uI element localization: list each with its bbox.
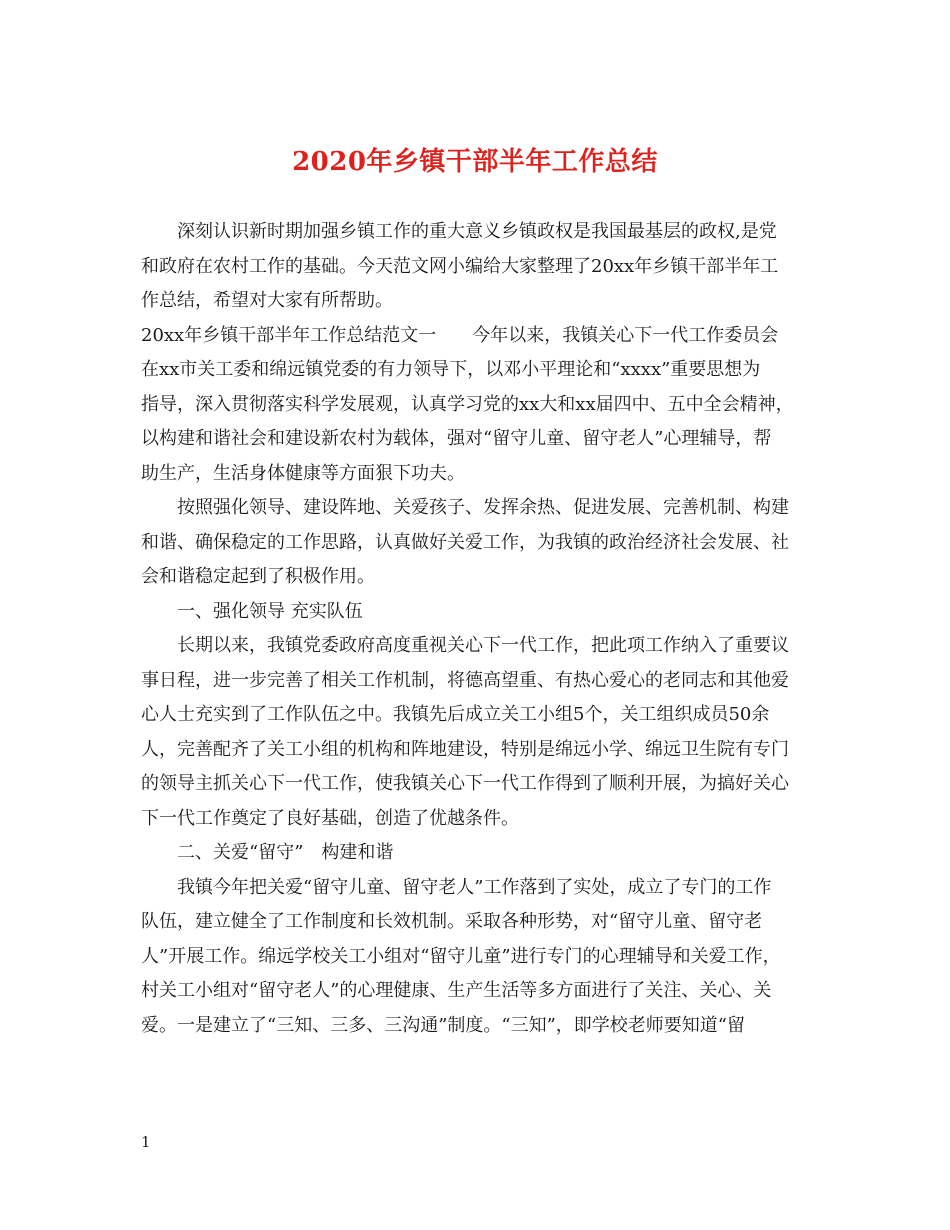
document-title: 2020年乡镇干部半年工作总结 xyxy=(292,147,658,177)
body-text-line: 村关工小组对“留守老人”的心理健康、生产生活等多方面进行了关注、关心、关 xyxy=(141,980,772,1001)
body-text-line: 我镇今年把关爱“留守儿童、留守老人”工作落到了实处，成立了专门的工作 xyxy=(177,876,772,898)
body-text-line: 和谐、确保稳定的工作思路，认真做好关爱工作，为我镇的政治经济社会发展、社 xyxy=(141,531,789,553)
body-text-line: 在xx市关工委和绵远镇党委的有力领导下，以邓小平理论和“xxxx”重要思想为 xyxy=(141,359,761,380)
body-text-line: 按照强化领导、建设阵地、关爱孩子、发挥余热、促进发展、完善机制、构建 xyxy=(177,497,789,518)
body-text-line: 长期以来，我镇党委政府高度重视关心下一代工作，把此项工作纳入了重要议 xyxy=(177,635,789,656)
body-text-line: 和政府在农村工作的基础。今天范文网小编给大家整理了20xx年乡镇干部半年工 xyxy=(141,255,779,277)
body-text-line: 以构建和谐社会和建设新农村为载体，强对“留守儿童、留守老人”心理辅导，帮 xyxy=(141,428,772,449)
body-text-line: 事日程，进一步完善了相关工作机制，将德高望重、有热心爱心的老同志和其他爱 xyxy=(141,669,789,691)
body-text-line: 一、强化领导 充实队伍 xyxy=(177,600,363,622)
document-body xyxy=(141,215,809,1043)
body-text-line: 人”开展工作。绵远学校关工小组对“留守儿童”进行专门的心理辅导和关爱工作， xyxy=(141,945,781,967)
body-text-line: 二、关爱“留守” 构建和谐 xyxy=(177,842,394,863)
body-text-line: 爱。一是建立了“三知、三多、三沟通”制度。“三知”，即学校老师要知道“留 xyxy=(141,1014,746,1036)
body-text-line: 人，完善配齐了关工小组的机构和阵地建设，特别是绵远小学、绵远卫生院有专门 xyxy=(141,738,789,760)
body-text-line: 心人士充实到了工作队伍之中。我镇先后成立关工小组5个，关工组织成员50余 xyxy=(141,704,770,725)
body-text-line: 深刻认识新时期加强乡镇工作的重大意义乡镇政权是我国最基层的政权,是党 xyxy=(177,221,777,242)
body-text-line: 的领导主抓关心下一代工作，使我镇关心下一代工作得到了顺利开展，为搞好关心 xyxy=(141,773,789,794)
body-text-line: 指导，深入贯彻落实科学发展观，认真学习党的xx大和xx届四中、五中全会精神， xyxy=(141,393,794,415)
body-text-line: 作总结，希望对大家有所帮助。 xyxy=(141,290,393,311)
body-text-line: 队伍，建立健全了工作制度和长效机制。采取各种形势，对“留守儿童、留守老 xyxy=(141,911,763,932)
body-text-line: 助生产，生活身体健康等方面狠下功夫。 xyxy=(141,462,465,484)
body-text-line: 会和谐稳定起到了积极作用。 xyxy=(141,566,375,587)
body-text-line: 下一代工作奠定了良好基础，创造了优越条件。 xyxy=(141,807,519,829)
body-text-line: 20xx年乡镇干部半年工作总结范文一 今年以来，我镇关心下一代工作委员会 xyxy=(141,324,779,346)
page-number: 1 xyxy=(141,1133,151,1151)
